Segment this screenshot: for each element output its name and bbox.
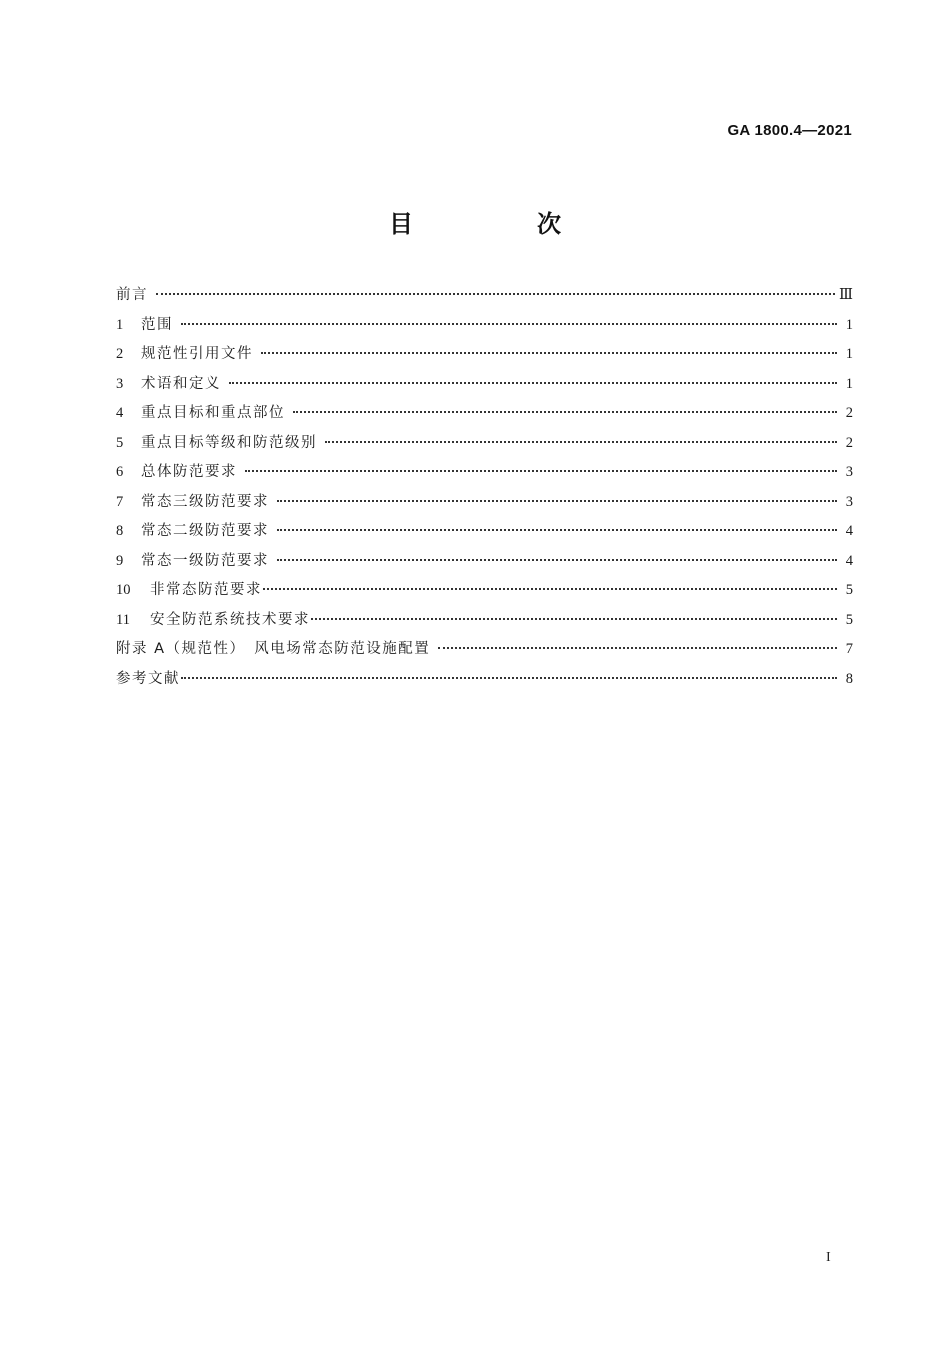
toc-entry-label: 前言: [116, 287, 148, 303]
toc-leader-dots: [311, 618, 837, 620]
toc-entry-7[interactable]: [116, 488, 853, 518]
toc-entry-label: 术语和定义: [141, 375, 221, 392]
toc-entry-page: 1: [845, 375, 853, 392]
toc-entry-page: 4: [845, 523, 853, 539]
standard-code: GA 1800.4—2021: [727, 122, 852, 139]
toc-entry-page: 1: [845, 346, 853, 362]
toc-entry-label: 常态一级防范要求: [141, 552, 269, 569]
toc-leader-dots: [229, 382, 837, 384]
toc-leader-dots: [325, 441, 837, 443]
toc-entry-number: 5: [116, 434, 124, 451]
toc-entry-number: 4: [116, 405, 124, 421]
toc-leader-dots: [277, 500, 837, 502]
toc-entry-label: 常态三级防范要求: [141, 493, 269, 510]
toc-leader-dots: [277, 529, 837, 531]
toc-entry-10[interactable]: [116, 576, 853, 606]
toc-leader-dots: [438, 647, 837, 649]
toc-entry-page: 8: [845, 670, 853, 687]
toc-entry-page: 7: [845, 641, 853, 657]
toc-entry-page: Ⅲ: [839, 287, 853, 303]
toc-leader-dots: [156, 293, 835, 295]
toc-entry-label: 安全防范系统技术要求: [150, 611, 310, 628]
toc-entry-number: 2: [116, 346, 124, 362]
toc-leader-dots: [181, 677, 837, 679]
toc-entry-page: 5: [845, 582, 853, 598]
toc-entry-2[interactable]: [116, 340, 853, 370]
toc-entry-number: 6: [116, 464, 124, 480]
page-number: I: [826, 1250, 831, 1265]
toc-leader-dots: [181, 323, 837, 325]
toc-entry-5[interactable]: [116, 429, 853, 459]
toc-entry-number: 1: [116, 316, 124, 333]
toc-entry-label: 非常态防范要求: [150, 582, 262, 598]
toc-entry-page: 2: [845, 434, 853, 451]
toc-entry-label: 范围: [141, 316, 173, 333]
toc-entry-label: 重点目标和重点部位: [141, 405, 285, 421]
toc-leader-dots: [263, 588, 837, 590]
toc-entry-8[interactable]: [116, 517, 853, 547]
toc-entry-4[interactable]: [116, 399, 853, 429]
toc-entry-number: 3: [116, 375, 124, 392]
toc-entry-9[interactable]: [116, 547, 853, 577]
toc-entry-number: 7: [116, 493, 124, 510]
toc-entry-page: 2: [845, 405, 853, 421]
toc-entry-3[interactable]: [116, 370, 853, 400]
toc-entry-label: 常态二级防范要求: [141, 523, 269, 539]
toc-entry-page: 5: [845, 611, 853, 628]
toc-entry-label: 总体防范要求: [141, 464, 237, 480]
table-of-contents: [116, 281, 853, 694]
toc-leader-dots: [245, 470, 837, 472]
toc-entry-number: 10: [116, 582, 131, 598]
toc-leader-dots: [261, 352, 837, 354]
toc-entry-page: 3: [845, 493, 853, 510]
toc-leader-dots: [293, 411, 837, 413]
toc-entry-11[interactable]: [116, 606, 853, 636]
toc-entry-page: 4: [845, 552, 853, 569]
toc-entry-label: 参考文献: [116, 670, 180, 687]
toc-entry-bibliography[interactable]: [116, 665, 853, 695]
toc-entry-6[interactable]: [116, 458, 853, 488]
page-title: 目 次: [389, 210, 611, 238]
toc-entry-number: 8: [116, 523, 124, 539]
toc-entry-1[interactable]: [116, 311, 853, 341]
toc-entry-foreword[interactable]: [116, 281, 853, 311]
toc-entry-number: 11: [116, 611, 130, 628]
toc-entry-label: 规范性引用文件: [141, 346, 253, 362]
toc-entry-page: 3: [845, 464, 853, 480]
toc-entry-label: 重点目标等级和防范级别: [141, 434, 317, 451]
toc-entry-annex-a[interactable]: [116, 635, 853, 665]
toc-entry-label: 附录 A（规范性） 风电场常态防范设施配置: [116, 641, 431, 657]
toc-entry-number: 9: [116, 552, 124, 569]
toc-leader-dots: [277, 559, 837, 561]
toc-entry-page: 1: [845, 316, 853, 333]
